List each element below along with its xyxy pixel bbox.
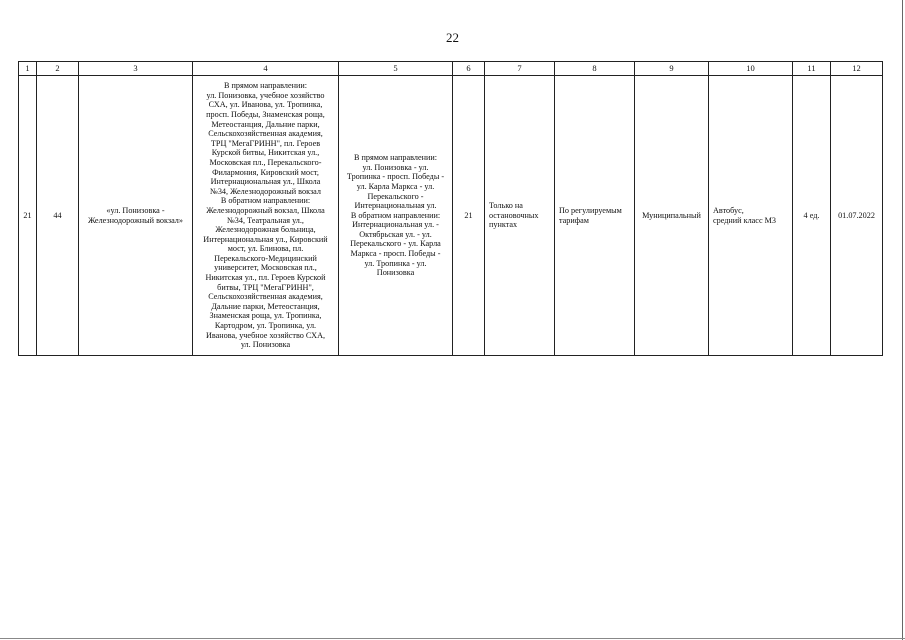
route-table: [18, 61, 883, 356]
header-row: [19, 62, 883, 76]
header-cell: 12: [831, 62, 883, 76]
vehicle-count-cell: 4 ед.: [793, 76, 831, 356]
table-row: [19, 76, 883, 356]
ownership-cell: Муниципальный: [635, 76, 709, 356]
row-index-cell: 21: [19, 76, 37, 356]
boarding-order-cell: Только на остановочных пунктах: [485, 76, 555, 356]
stops-list-cell: В прямом направлении: ул. Понизовка, учебное хозяйство СХА, ул. Иванова, ул. Тропинка, просп. Победы, Знаменская роща, Метеостанция, Дальние парки, Сельскохозяйственная академия, ТРЦ "МегаГРИНН", пл. Героев Курской битвы, Никитская ул., Московская пл., Перекальского- Филармония, Кировский мост, Интернациональная ул., Школа №34, Железнодорожный вокзал В обратном направлении: Железнодорожный вокзал, Школа №34, Театральная ул., Железнодорожная больница, Интернациональная ул., Кировский мост, ул. Блинова, пл. Перекальского-Медицинский университет, Московская пл., Никитская ул., пл. Героев Курской битвы, ТРЦ "МегаГРИНН", Сельскохозяйственная академия, Дальние парки, Метеостанция, Знаменская роща, ул. Тропинка, Картодром, ул. Тропинка, ул. Иванова, учебное хозяйство СХА, ул. Понизовка: [193, 76, 339, 356]
header-cell: 1: [19, 62, 37, 76]
header-cell: 4: [193, 62, 339, 76]
header-cell: 5: [339, 62, 453, 76]
header-cell: 2: [37, 62, 79, 76]
route-number-cell: 44: [37, 76, 79, 356]
header-cell: 6: [453, 62, 485, 76]
vehicle-class-cell: Автобус, средний класс М3: [709, 76, 793, 356]
header-cell: 9: [635, 62, 709, 76]
page-number: 22: [446, 30, 459, 45]
route-name-cell: «ул. Понизовка - Железнодорожный вокзал»: [79, 76, 193, 356]
fare-type-cell: По регулируемым тарифам: [555, 76, 635, 356]
header-cell: 10: [709, 62, 793, 76]
start-date-cell: 01.07.2022: [831, 76, 883, 356]
header-cell: 3: [79, 62, 193, 76]
length-cell: 21: [453, 76, 485, 356]
header-cell: 11: [793, 62, 831, 76]
page-edge-bottom: [0, 638, 905, 639]
page-edge-right: [902, 0, 903, 640]
header-cell: 7: [485, 62, 555, 76]
header-cell: 8: [555, 62, 635, 76]
streets-list-cell: В прямом направлении: ул. Понизовка - ул. Тропинка - просп. Победы - ул. Карла Маркса - ул. Перекальского - Интернациональная ул. В обратном направлении: Интернациональная ул. - Октябрьская ул. - ул. Перекальского - ул. Карла Маркса - просп. Победы - ул. Тропинка - ул. Понизовка: [339, 76, 453, 356]
